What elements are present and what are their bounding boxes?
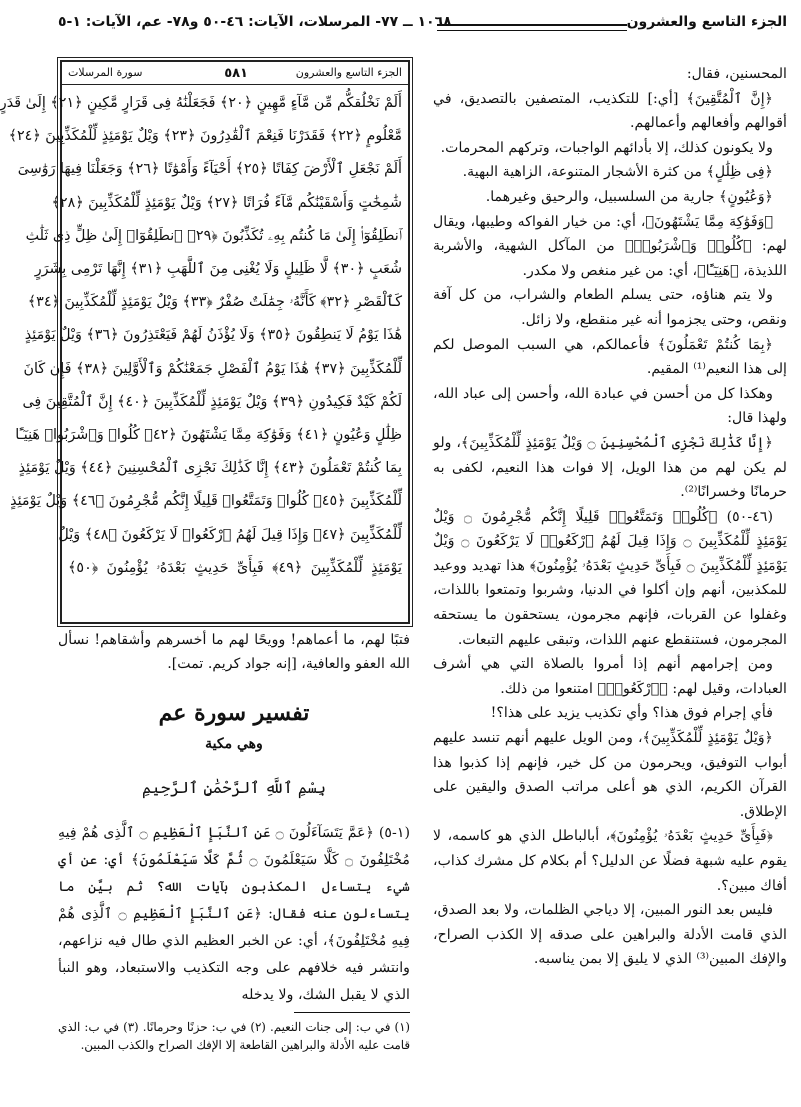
closing-paragraph: فتبًا لهم، ما أعماهم! وويحًا لهم ما أخسرهم وأشقاهم! نسأل الله العفو والعافية، [إنه جواد كريم. تمت]. [58,632,410,672]
paragraph: المحسنين، فقال: [686,66,787,82]
verse-line: لِّلْمُكَذِّبِينَ ﴿٤٥﴾ كُلُوا۟ وَتَمَتَّعُوا۟ قَلِيلًا إِنَّكُم مُّجْرِمُونَ ﴿٤٦﴾ وَيْلٌ يَوْمَئِذٍ [10,493,402,510]
verse-line: ٱنطَلِقُوٓا۟ إِلَىٰ مَا كُنتُم بِهِۦ تُكَذِّبُونَ ﴿٢٩﴾ ٱنطَلِقُوٓا۟ إِلَىٰ ظِلٍّ ذِى ثَلَٰثِ [25,227,402,244]
surah-subtitle: وهي مكية [205,736,263,752]
paragraph: ﴿وَفَوَٰكِهَ مِمَّا يَشْتَهُونَ﴾، أي: من خيار الفواكه وطيبها، ويقال لهم: ﴿كُلُوا۟ وَٱشْرَبُوا۟﴾ من المآكل الشهية، والأشربة اللذيذة، ﴿هَنِيٓـًٔا﴾، أي: من غير منغص ولا مكدر. [433,213,787,279]
mushaf-surah-label: سورة المرسلات [68,66,143,79]
verse-line: كَٱلْقَصْرِ ﴿٣٢﴾ كَأَنَّهُۥ جِمَٰلَتٌ صُفْرٌ ﴿٣٣﴾ وَيْلٌ يَوْمَئِذٍ لِّلْمُكَذِّبِينَ ﴿٣٤﴾ [27,294,402,311]
paragraph: ﴿فَبِأَىِّ حَدِيثٍ بَعْدَهُۥ يُؤْمِنُونَ﴾، أبالباطل الذي هو كاسمه، لا يقوم عليه شبهة فضلًا عن الدليل؟ أم بكلام كل مشرك كذاب، أفاك مبين؟. [433,828,787,894]
mushaf-page-number: ٥٨١ [224,66,248,81]
right-column [433,62,787,972]
verse-line: بِمَا كُنتُمْ تَعْمَلُونَ ﴿٤٣﴾ إِنَّا كَذَٰلِكَ نَجْزِى ٱلْمُحْسِنِينَ ﴿٤٤﴾ وَيْلٌ يَوْمَئِذٍ [18,460,402,477]
paragraph: وهكذا كل من أحسن في عبادة الله، وأحسن إلى عباد الله، ولهذا قال: [433,385,787,427]
paragraph: ﴿فِى ظِلَٰلٍ﴾ من كثرة الأشجار المتنوعة، الزاهية البهية. [462,164,773,181]
mushaf-verses [0,85,408,587]
header-page-info: ١٠٦٨ ــ ٧٧- المرسلات، الآيات: ٤٦-٥٠ و٧٨- عم، الآيات: ١-٥ [58,14,452,30]
header-rule [437,24,627,31]
mushaf-part-label: الجزء التاسع والعشرون [295,66,402,79]
basmala: بِسْمِ ٱللَّهِ ٱلرَّحْمَٰنِ ٱلرَّحِيمِ [141,778,326,797]
paragraph: ولا يكونون كذلك، إلا بأدائهم الواجبات، وتركهم المحرمات. [440,139,773,156]
paragraph: ولا يتم هناؤه، حتى يسلم الطعام والشراب، من كل آفة ونقص، وحتى يجزموا أنه غير منقطع، ولا زائل. [433,287,787,328]
verse-line: أَلَمْ نَخْلُقكُّم مِّن مَّآءٍ مَّهِينٍ ﴿٢٠﴾ فَجَعَلْنَٰهُ فِى قَرَارٍ مَّكِينٍ ﴿٢١﴾ إِلَىٰ قَدَرٍ [0,95,402,111]
mushaf-header [62,62,408,85]
verse-line: أَلَمْ نَجْعَلِ ٱلْأَرْضَ كِفَاتًا ﴿٢٥﴾ أَحْيَآءً وَأَمْوَٰتًا ﴿٢٦﴾ وَجَعَلْنَا فِيهَا رَوَٰسِىَ [17,161,402,178]
paragraph: ﴿وَعُيُونٍ﴾ جارية من السلسبيل، والرحيق وغيرهما. [485,188,773,205]
tafsir-paragraph: (١-٥) ﴿عَمَّ يَتَسَآءَلُونَ ۝ عَنِ ٱلنَّبَإِ ٱلْعَظِيمِ ۝ ٱلَّذِى هُمْ فِيهِ مُخْتَلِفُونَ ۝ كَلَّا سَيَعْلَمُونَ ۝ ثُمَّ كَلَّا سَيَعْلَمُونَ﴾ أي: عن أي شيء يتساءل المكذبون بآيات الله؟ ثم بيَّن ما يتساءلون عنه فقال: ﴿عَنِ ٱلنَّبَإِ ٱلْعَظِيمِ ۝ ٱلَّذِى هُمْ فِيهِ مُخْتَلِفُونَ﴾، أي: عن الخبر العظيم الذي طال فيه نزاعهم، وانتشر فيه خلافهم على وجه التكذيب والاستبعاد، وهو النبأ الذي لا يقبل الشك، ولا يدخله [58,825,411,1003]
verse-line: لِّلْمُكَذِّبِينَ ﴿٣٧﴾ هَٰذَا يَوْمُ ٱلْفَصْلِ جَمَعْنَٰكُمْ وَٱلْأَوَّلِينَ ﴿٣٨﴾ فَإِن كَانَ [23,360,402,377]
surah-title: تفسير سورة عم [158,700,310,726]
footnote-rule [294,1012,410,1013]
page-header [58,12,787,38]
verse-line: ظِلَٰلٍ وَعُيُونٍ ﴿٤١﴾ وَفَوَٰكِهَ مِمَّا يَشْتَهُونَ ﴿٤٢﴾ كُلُوا۟ وَٱشْرَبُوا۟ هَنِيٓـًٔا [15,427,402,444]
verse-line: لَكُمْ كَيْدٌ فَكِيدُونِ ﴿٣٩﴾ وَيْلٌ يَوْمَئِذٍ لِّلْمُكَذِّبِينَ ﴿٤٠﴾ إِنَّ ٱلْمُتَّقِينَ فِى [22,393,402,410]
verse-line: يَوْمَئِذٍ لِّلْمُكَذِّبِينَ ﴿٤٩﴾ فَبِأَىِّ حَدِيثٍ بَعْدَهُۥ يُؤْمِنُونَ ﴿٥٠﴾ [68,559,402,576]
verse-line: شُعَبٍ ﴿٣٠﴾ لَّا ظَلِيلٍ وَلَا يُغْنِى مِنَ ٱللَّهَبِ ﴿٣١﴾ إِنَّهَا تَرْمِى بِشَرَرٍ [34,261,402,278]
verse-line: شَٰمِخَٰتٍ وَأَسْقَيْنَٰكُم مَّآءً فُرَاتًا ﴿٢٧﴾ وَيْلٌ يَوْمَئِذٍ لِّلْمُكَذِّبِينَ ﴿٢٨﴾ [51,194,402,211]
verse-line: هَٰذَا يَوْمُ لَا يَنطِقُونَ ﴿٣٥﴾ وَلَا يُؤْذَنُ لَهُمْ فَيَعْتَذِرُونَ ﴿٣٦﴾ وَيْلٌ يَوْمَئِذٍ [24,327,402,344]
verse-line: مَّعْلُومٍ ﴿٢٢﴾ فَقَدَرْنَا فَنِعْمَ ٱلْقَٰدِرُونَ ﴿٢٣﴾ وَيْلٌ يَوْمَئِذٍ لِّلْمُكَذِّبِينَ ﴿٢٤﴾ [8,128,402,145]
verse-line: لِّلْمُكَذِّبِينَ ﴿٤٧﴾ وَإِذَا قِيلَ لَهُمُ ٱرْكَعُوا۟ لَا يَرْكَعُونَ ﴿٤٨﴾ وَيْلٌ [58,526,402,543]
paragraph: فأي إجرام فوق هذا؟ وأي تكذيب يزيد على هذا؟! [490,705,773,722]
paragraph: فليس بعد النور المبين، إلا دياجي الظلمات، ولا بعد الصدق، الذي قامت الأدلة والبراهين على صدقه إلا الكذب الصراح، والإفك المبين⁽³⁾ الذي لا يليق إلا بمن يناسبه. [433,902,787,968]
paragraph: (٤٦-٥٠) ﴿كُلُوا۟ وَتَمَتَّعُوا۟ قَلِيلًا إِنَّكُم مُّجْرِمُونَ ۝ وَيْلٌ يَوْمَئِذٍ لِّلْمُكَذِّبِينَ ۝ وَإِذَا قِيلَ لَهُمُ ٱرْكَعُوا۟ لَا يَرْكَعُونَ ۝ وَيْلٌ يَوْمَئِذٍ لِّلْمُكَذِّبِينَ ۝ فَبِأَىِّ حَدِيثٍ بَعْدَهُۥ يُؤْمِنُونَ﴾ هذا تهديد ووعيد للمكذبين، أنهم وإن أكلوا في الدنيا، وشربوا وتمتعوا باللذات، وغفلوا عن القربات، فإنهم مجرمون، يستحقون ما يستحقه المجرمون، فستنقطع عنهم اللذات، وتبقى عليهم التبعات. [433,508,787,648]
mushaf-page-frame [0,60,410,624]
footnotes: (١) في ب: إلى جنات النعيم. (٢) في ب: حزنًا وحرمانًا. (٣) في ب: الذي قامت عليه الأدلة والبراهين القاطعة إلا الإفك الصراح والكذب المبين. [58,1020,411,1052]
paragraph: ﴿بِمَا كُنتُمْ تَعْمَلُونَ﴾ فأعمالكم، هي السبب الموصل لكم إلى هذا النعيم⁽¹⁾ المقيم. [433,336,787,378]
paragraph: ﴿إِنَّ ٱلْمُتَّقِينَ﴾ [أي:] للتكذيب، المتصفين بالتصديق، في أقوالهم وأفعالهم وأعمالهم. [433,90,787,132]
header-part-title: الجزء التاسع والعشرون [626,14,787,30]
paragraph: ﴿وَيْلٌ يَوْمَئِذٍ لِّلْمُكَذِّبِينَ﴾، ومن الويل عليهم أنهم تنسد عليهم أبواب التوفيق، ويحرمون من كل خير، فإنهم إذا كذبوا هذا القرآن الكريم، الذي هو أعلى مراتب الصدق واليقين على الإطلاق. [433,730,787,820]
paragraph: ومن إجرامهم أنهم إذا أمروا بالصلاة التي هي أشرف العبادات، وقيل لهم: ﴿ٱرْكَعُوا۟﴾ امتنعوا من ذلك. [433,656,787,697]
paragraph: ﴿إِنَّا كَذَٰلِكَ نَجْزِى ٱلْمُحْسِنِينَ ۝ وَيْلٌ يَوْمَئِذٍ لِّلْمُكَذِّبِينَ﴾، ولو لم يكن لهم من هذا الويل، إلا فوات هذا النعيم، لكفى به حرمانًا وخسرانًا⁽²⁾. [433,434,787,501]
